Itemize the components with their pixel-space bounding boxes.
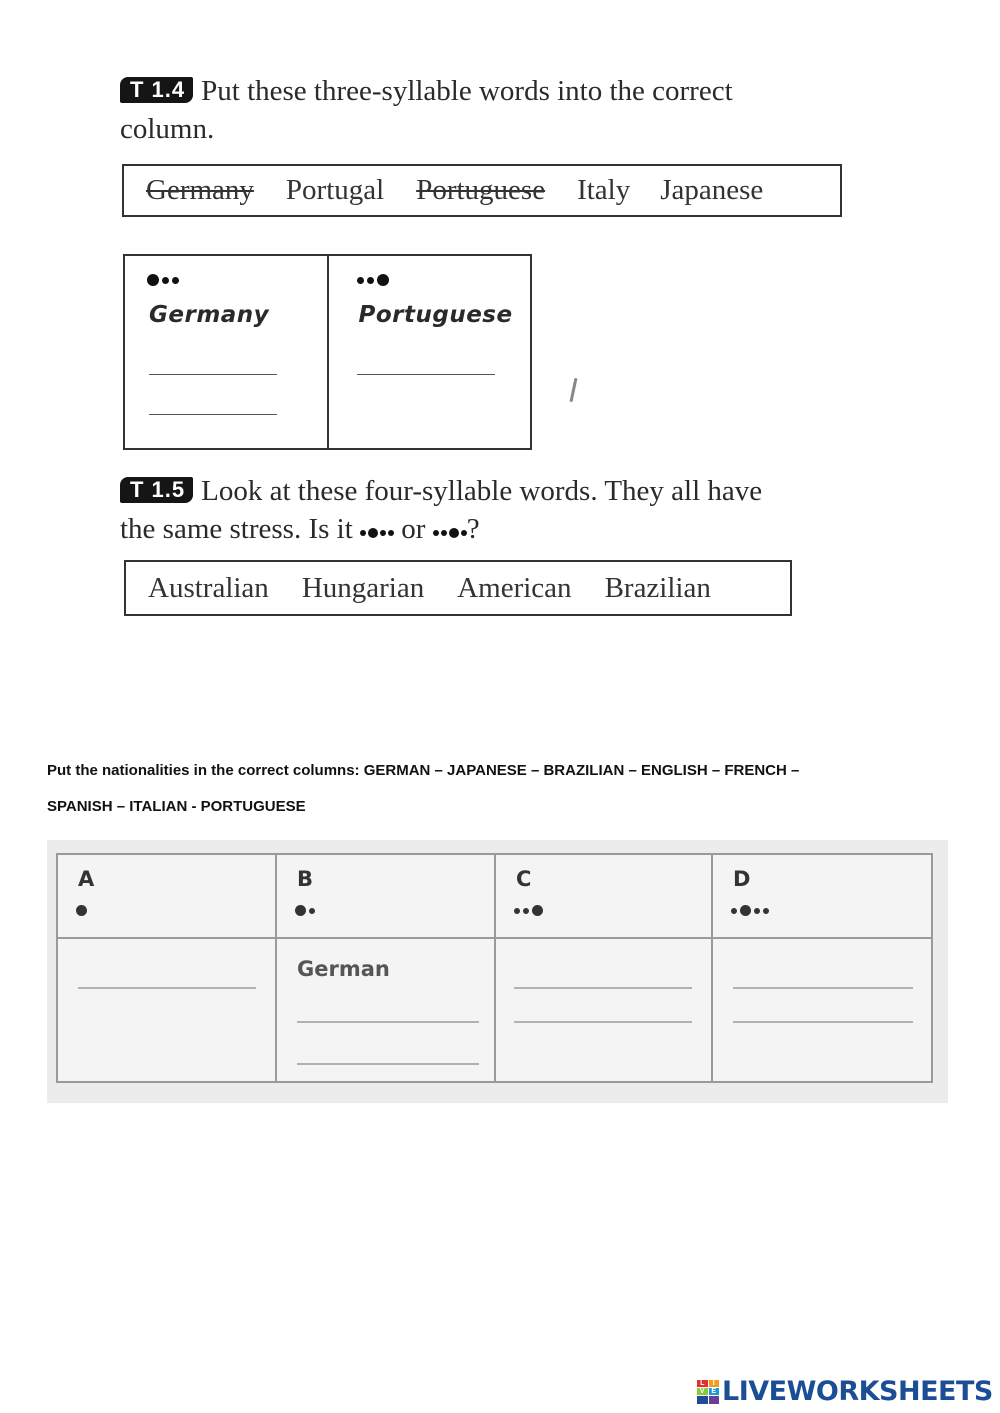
column-d-header: [713, 855, 931, 939]
column-d-letter: D: [733, 867, 751, 891]
stress-dot-stressed: [449, 528, 459, 538]
column-b-answers: [277, 939, 496, 1081]
nationalities-instruction-line1: Put the nationalities in the correct columns: GERMAN – JAPANESE – BRAZILIAN – ENGLISH – FRENCH –: [47, 762, 800, 779]
stress-dot: [360, 530, 366, 536]
word-germany: Germany: [146, 174, 254, 206]
answer-blank[interactable]: [733, 1021, 913, 1023]
stress-pattern-ooO: [357, 274, 389, 286]
t14-instruction-line2: column.: [120, 113, 215, 145]
word-portuguese: Portuguese: [416, 174, 546, 206]
stress-pattern-ooO: [514, 905, 543, 916]
stress-dot-stressed: [76, 905, 87, 916]
stress-dot: [380, 530, 386, 536]
logo-mark-icon: [697, 1380, 719, 1404]
stress-pattern-oOo: [147, 274, 179, 286]
word-italy: Italy: [577, 174, 631, 206]
stress-dot: [162, 277, 169, 284]
stress-dot: [523, 908, 529, 914]
logo-square: [709, 1396, 720, 1403]
stress-dot-stressed: [368, 528, 378, 538]
column-a-answers: [58, 939, 277, 1081]
stress-dot-stressed: [532, 905, 543, 916]
stress-pattern-ooOo: [433, 528, 467, 538]
stress-dot: [763, 908, 769, 914]
stress-dot-stressed: [377, 274, 389, 286]
column-b-header: [277, 855, 496, 939]
answer-blank[interactable]: [357, 374, 495, 375]
nationalities-table-image: [47, 840, 948, 1103]
answer-blank[interactable]: [514, 1021, 692, 1023]
column-c-letter: C: [516, 867, 532, 891]
logo-square: V: [697, 1388, 708, 1395]
t15-instruction: [120, 472, 860, 548]
t14-word-box: [122, 164, 842, 217]
stray-mark: [570, 378, 578, 402]
answer-blank[interactable]: [297, 1021, 479, 1023]
word-portugal: Portugal: [285, 174, 385, 206]
column-c-answers: [496, 939, 713, 1081]
answer-blank[interactable]: [78, 987, 256, 989]
word-australian: Australian: [148, 571, 269, 604]
stress-pattern-Oo: [295, 905, 315, 916]
t14-instruction-line1: Put these three-syllable words into the correct: [201, 75, 733, 107]
logo-square: L: [697, 1380, 708, 1387]
logo-square: E: [709, 1388, 720, 1395]
stress-column-1: [125, 256, 327, 448]
word-american: American: [457, 571, 572, 604]
t15-instruction-line1: Look at these four-syllable words. They all have: [201, 475, 763, 507]
answer-blank[interactable]: [149, 414, 277, 415]
stress-dot: [172, 277, 179, 284]
t15-instruction-prefix: the same stress. Is it: [120, 513, 353, 545]
stress-dot: [433, 530, 439, 536]
logo-text: LIVEWORKSHEETS: [722, 1376, 993, 1407]
stress-dot-stressed: [740, 905, 751, 916]
logo-square: [697, 1396, 708, 1403]
stress-pattern-O: [76, 905, 87, 916]
stress-dot-stressed: [295, 905, 306, 916]
liveworksheets-logo: [697, 1376, 993, 1407]
stress-dot: [357, 277, 364, 284]
word-hungarian: Hungarian: [301, 571, 425, 604]
stress-dot: [388, 530, 394, 536]
column-a-header: [58, 855, 277, 939]
stress-pattern-oOoo: [360, 528, 394, 538]
t14-badge: T 1.4: [120, 77, 193, 103]
stress-dot-stressed: [147, 274, 159, 286]
stress-column-2: [327, 256, 531, 448]
column-2-example: Portuguese: [358, 302, 513, 328]
t15-instruction-suffix: ?: [466, 513, 480, 545]
stress-pattern-oOoo: [731, 905, 769, 916]
answer-blank[interactable]: [514, 987, 692, 989]
nationalities-instruction-line2: SPANISH – ITALIAN - PORTUGUESE: [47, 798, 306, 815]
stress-dot: [441, 530, 447, 536]
column-c-header: [496, 855, 713, 939]
stress-dot: [731, 908, 737, 914]
t15-word-box: [124, 560, 792, 616]
t14-stress-table: [123, 254, 532, 450]
nationalities-table: [56, 853, 933, 1083]
stress-dot: [754, 908, 760, 914]
stress-dot: [367, 277, 374, 284]
column-d-answers: [713, 939, 931, 1081]
answer-blank[interactable]: [297, 1063, 479, 1065]
t14-instruction: [120, 72, 860, 148]
stress-dot: [514, 908, 520, 914]
stress-dot: [309, 908, 315, 914]
column-1-example: Germany: [149, 302, 270, 328]
word-brazilian: Brazilian: [604, 571, 711, 604]
column-b-letter: B: [297, 867, 314, 891]
column-a-letter: A: [78, 867, 95, 891]
t15-instruction-or: or: [401, 513, 426, 545]
t15-badge: T 1.5: [120, 477, 193, 503]
answer-blank[interactable]: [733, 987, 913, 989]
answer-blank[interactable]: [149, 374, 277, 375]
logo-square: I: [709, 1380, 720, 1387]
column-b-example: German: [297, 957, 390, 981]
word-japanese: Japanese: [660, 174, 764, 206]
